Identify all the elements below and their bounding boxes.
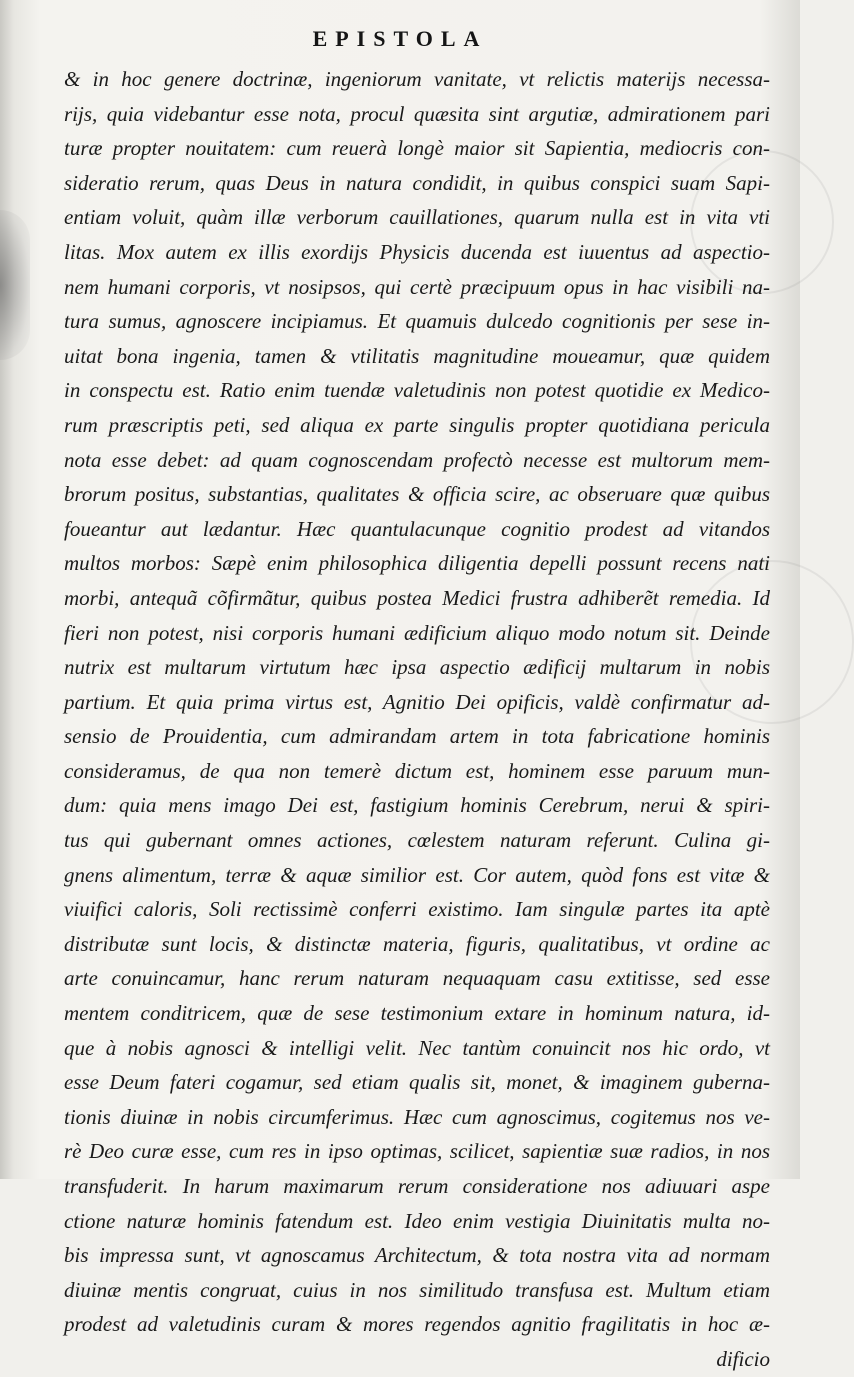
text-line: foueantur aut lædantur. Hæc quantulacunque cognitio prodest ad vitandos [64, 516, 770, 541]
bleed-through-mark [0, 210, 30, 360]
text-line: rijs, quia videbantur esse nota, procul quæsita sint argutiæ, admirationem pari [64, 101, 770, 126]
text-line: consideramus, de qua non temerè dictum est, hominem esse paruum mun- [64, 758, 770, 783]
text-line: rè Deo curæ esse, cum res in ipso optimas, scilicet, sapientiæ suæ radios, in nos [64, 1139, 770, 1164]
text-line: uitat bona ingenia, tamen & vtilitatis magnitudine moueamur, quæ quidem [64, 343, 770, 368]
text-line: sideratio rerum, quas Deus in natura condidit, in quibus conspici suam Sapi- [64, 170, 770, 195]
text-line: distributæ sunt locis, & distinctæ materia, figuris, qualitatibus, vt ordine ac [64, 931, 770, 956]
text-line: fieri non potest, nisi corporis humani ædificium aliquo modo notum sit. Deinde [64, 620, 770, 645]
text-line: rum præscriptis peti, sed aliqua ex parte singulis propter quotidiana pericula [64, 412, 770, 437]
text-line: partium. Et quia prima virtus est, Agnitio Dei opificis, valdè confirmatur ad- [64, 689, 770, 714]
text-line: nem humani corporis, vt nosipsos, qui certè præcipuum opus in hac visibili na- [64, 274, 770, 299]
text-line: diuinæ mentis congruat, cuius in nos similitudo transfusa est. Multum etiam [64, 1277, 770, 1302]
text-line: transfuderit. In harum maximarum rerum consideratione nos adiuuari aspe [64, 1174, 770, 1198]
text-line: nota esse debet: ad quam cognoscendam profectò necesse est multorum mem- [64, 447, 770, 472]
text-line: morbi, antequã cõfirmãtur, quibus postea Medici frustra adhiberẽt remedia. Id [64, 585, 770, 610]
text-line: sensio de Prouidentia, cum admirandam artem in tota fabricatione hominis [64, 724, 770, 749]
text-line: tus qui gubernant omnes actiones, cœlestem naturam referunt. Culina gi- [64, 828, 770, 853]
text-line: ctione naturæ hominis fatendum est. Ideo enim vestigia Diuinitatis multa no- [64, 1208, 770, 1233]
text-line: prodest ad valetudinis curam & mores regendos agnitio fragilitatis in hoc æ- [64, 1312, 770, 1337]
text-line: bis impressa sunt, vt agnoscamus Architectum, & tota nostra vita ad normam [64, 1243, 770, 1268]
text-line: turæ propter nouitatem: cum reuerà longè maior sit Sapientia, mediocris con- [64, 136, 770, 161]
text-line: & in hoc genere doctrinæ, ingeniorum vanitate, vt relictis materijs necessa- [64, 67, 770, 91]
text-line: viuifici caloris, Soli rectissimè conferri existimo. Iam singulæ partes ita aptè [64, 897, 770, 922]
text-line: esse Deum fateri cogamur, sed etiam qualis sit, monet, & imaginem guberna- [64, 1070, 770, 1095]
text-line: in conspectu est. Ratio enim tuendæ valetudinis non potest quotidie ex Medico- [64, 378, 770, 403]
text-line: nutrix est multarum virtutum hæc ipsa aspectio ædificij multarum in nobis [64, 655, 770, 680]
text-line: entiam voluit, quàm illæ verborum cauillationes, quarum nulla est in vita vti [64, 205, 770, 230]
text-line: gnens alimentum, terræ & aquæ similior est. Cor autem, quòd fons est vitæ & [64, 862, 770, 887]
text-line: que à nobis agnosci & intelligi velit. Nec tantùm conuincit nos hic ordo, vt [64, 1035, 770, 1060]
running-header: EPISTOLA [312, 26, 488, 51]
text-line: dificio [716, 1346, 770, 1371]
text-line: tura sumus, agnoscere incipiamus. Et quamuis dulcedo cognitionis per sese in- [64, 309, 770, 334]
text-line: mentem conditricem, quæ de sese testimonium extare in hominum natura, id- [64, 1001, 770, 1026]
text-line: multos morbos: Sæpè enim philosophica diligentia depelli possunt recens nati [64, 551, 770, 576]
text-line: tionis diuinæ in nobis circumferimus. Hæc cum agnoscimus, cogitemus nos ve- [64, 1104, 770, 1129]
text-line: dum: quia mens imago Dei est, fastigium hominis Cerebrum, nerui & spiri- [64, 793, 770, 818]
body-text [64, 62, 770, 1377]
text-line: brorum positus, substantias, qualitates & officia scire, ac obseruare quæ quibus [64, 482, 770, 507]
text-line: arte conuincamur, hanc rerum naturam nequaquam casu extitisse, sed esse [64, 966, 770, 991]
text-line: litas. Mox autem ex illis exordijs Physicis ducenda est iuuentus ad aspectio- [64, 239, 770, 264]
